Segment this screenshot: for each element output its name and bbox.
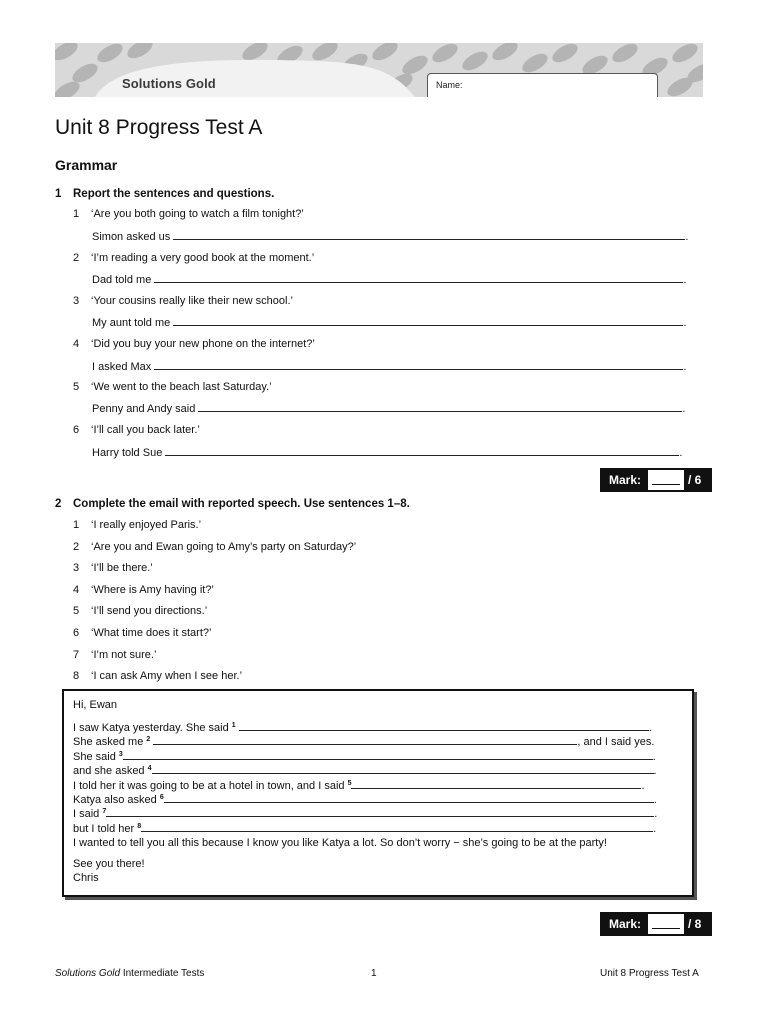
mark-total: / 8 bbox=[688, 917, 702, 931]
answer-line[interactable] bbox=[239, 721, 649, 731]
answer-line[interactable] bbox=[154, 273, 683, 283]
q2-item bbox=[73, 605, 207, 617]
email-line-3: She said $^3$ . bbox=[73, 751, 656, 763]
q1-item bbox=[73, 424, 200, 436]
item-quote: ‘What time does it start?’ bbox=[91, 627, 212, 639]
answer-line[interactable] bbox=[351, 779, 641, 789]
item-number: 3 bbox=[73, 295, 80, 307]
item-number: 2 bbox=[73, 252, 80, 264]
email-text: , and I said yes. bbox=[577, 736, 655, 748]
footer-right: Unit 8 Progress Test A bbox=[600, 968, 699, 979]
mark-total: / 6 bbox=[688, 473, 702, 487]
item-number: 6 bbox=[73, 627, 80, 639]
mark-input[interactable] bbox=[648, 470, 684, 490]
email-line-7: I said $^7$ . bbox=[73, 808, 658, 820]
response-prompt: Harry told Sue bbox=[92, 447, 163, 459]
answer-line[interactable] bbox=[106, 807, 654, 817]
item-number: 4 bbox=[73, 584, 80, 596]
q1-response: Simon asked us . bbox=[92, 231, 689, 243]
q1-response: I asked Max . bbox=[92, 361, 687, 373]
q2-item bbox=[73, 649, 156, 661]
email-line-6: Katya also asked $^6$ . bbox=[73, 794, 657, 806]
email-line-1: I saw Katya yesterday. She said $^1$ . bbox=[73, 722, 652, 734]
q1-response: My aunt told me . bbox=[92, 317, 687, 329]
response-prompt: Penny and Andy said bbox=[92, 403, 196, 415]
question-instruction: Complete the email with reported speech. Use sentences 1–8. bbox=[73, 498, 410, 510]
mark-box-q1 bbox=[600, 468, 712, 492]
item-number: 5 bbox=[73, 605, 80, 617]
footer-book-subtitle: Intermediate Tests bbox=[120, 968, 205, 979]
question-number: 2 bbox=[55, 498, 62, 510]
answer-line[interactable] bbox=[173, 316, 683, 326]
answer-line[interactable] bbox=[153, 735, 577, 745]
q1-item bbox=[73, 208, 304, 220]
item-quote: ‘I can ask Amy when I see her.’ bbox=[91, 670, 243, 682]
item-quote: ‘Are you both going to watch a film tonight?’ bbox=[91, 208, 304, 220]
item-quote: ‘I’ll send you directions.’ bbox=[91, 605, 208, 617]
question-1-heading bbox=[55, 188, 274, 200]
email-text: I said bbox=[73, 808, 100, 820]
q2-item bbox=[73, 519, 201, 531]
email-greeting: Hi, Ewan bbox=[73, 699, 118, 711]
item-number: 7 bbox=[73, 649, 80, 661]
q1-item bbox=[73, 295, 293, 307]
email-text: I saw Katya yesterday. She said bbox=[73, 722, 229, 734]
answer-line[interactable] bbox=[173, 230, 685, 240]
footer-left bbox=[55, 968, 204, 979]
mark-label: Mark: bbox=[609, 473, 642, 487]
email-signature: Chris bbox=[73, 872, 99, 884]
footer-book-title: Solutions Gold bbox=[55, 968, 121, 979]
item-number: 3 bbox=[73, 562, 80, 574]
item-number: 1 bbox=[73, 519, 80, 531]
item-number: 1 bbox=[73, 208, 80, 220]
item-quote: ‘I’m reading a very good book at the moment.’ bbox=[91, 252, 315, 264]
item-quote: ‘Your cousins really like their new school.’ bbox=[91, 295, 293, 307]
q1-item bbox=[73, 252, 314, 264]
email-closing: I wanted to tell you all this because I know you like Katya a lot. So don’t worry − she’s going to be at the party! bbox=[73, 837, 607, 849]
email-text: Katya also asked bbox=[73, 794, 157, 806]
response-prompt: Simon asked us bbox=[92, 231, 171, 243]
email-line-4: and she asked $^4$ . bbox=[73, 765, 657, 777]
name-field[interactable] bbox=[427, 73, 658, 97]
email-text: I told her it was going to be at a hotel in town, and I said bbox=[73, 780, 345, 792]
item-quote: ‘Are you and Ewan going to Amy’s party on Saturday?’ bbox=[91, 541, 357, 553]
item-number: 5 bbox=[73, 381, 80, 393]
question-instruction: Report the sentences and questions. bbox=[73, 188, 275, 200]
q2-item bbox=[73, 627, 211, 639]
answer-line[interactable] bbox=[152, 764, 654, 774]
email-text: but I told her bbox=[73, 823, 135, 835]
q2-item bbox=[73, 584, 214, 596]
q2-item bbox=[73, 541, 356, 553]
email-text: She asked me bbox=[73, 736, 144, 748]
question-number: 1 bbox=[55, 188, 62, 200]
name-label: Name: bbox=[436, 80, 463, 90]
email-text: and she asked bbox=[73, 765, 145, 777]
q1-response: Dad told me . bbox=[92, 274, 687, 286]
item-quote: ‘Where is Amy having it?’ bbox=[91, 584, 214, 596]
item-number: 8 bbox=[73, 670, 80, 682]
response-prompt: Dad told me bbox=[92, 274, 152, 286]
email-signoff: See you there! bbox=[73, 858, 145, 870]
item-number: 2 bbox=[73, 541, 80, 553]
page-title: Unit 8 Progress Test A bbox=[55, 116, 263, 139]
brand-logo: Solutions Gold bbox=[122, 76, 216, 91]
item-quote: ‘I really enjoyed Paris.’ bbox=[91, 519, 202, 531]
mark-label: Mark: bbox=[609, 917, 642, 931]
answer-line[interactable] bbox=[165, 446, 679, 456]
response-prompt: My aunt told me bbox=[92, 317, 171, 329]
answer-line[interactable] bbox=[154, 360, 683, 370]
mark-input[interactable] bbox=[648, 914, 684, 934]
item-number: 6 bbox=[73, 424, 80, 436]
q2-item bbox=[73, 562, 153, 574]
page-number: 1 bbox=[371, 968, 377, 979]
item-quote: ‘I’ll be there.’ bbox=[91, 562, 153, 574]
item-quote: ‘We went to the beach last Saturday.’ bbox=[91, 381, 272, 393]
question-2-heading bbox=[55, 498, 410, 510]
email-line-2: She asked me $^2$ , and I said yes. bbox=[73, 736, 655, 748]
answer-line[interactable] bbox=[164, 793, 654, 803]
q2-item bbox=[73, 670, 242, 682]
item-number: 4 bbox=[73, 338, 80, 350]
email-line-5: I told her it was going to be at a hotel in town, and I said $^5$ . bbox=[73, 780, 645, 792]
item-quote: ‘I’m not sure.’ bbox=[91, 649, 157, 661]
item-quote: ‘I’ll call you back later.’ bbox=[91, 424, 200, 436]
item-quote: ‘Did you buy your new phone on the internet?’ bbox=[91, 338, 315, 350]
answer-line[interactable] bbox=[141, 822, 653, 832]
answer-line[interactable] bbox=[198, 402, 682, 412]
answer-line[interactable] bbox=[123, 750, 653, 760]
mark-box-q2 bbox=[600, 912, 712, 936]
q1-response: Penny and Andy said . bbox=[92, 403, 686, 415]
email-text: She said bbox=[73, 751, 116, 763]
response-prompt: I asked Max bbox=[92, 361, 152, 373]
email-line-8: but I told her $^8$ . bbox=[73, 823, 657, 835]
q1-response: Harry told Sue . bbox=[92, 447, 683, 459]
section-heading: Grammar bbox=[55, 157, 118, 173]
q1-item bbox=[73, 338, 315, 350]
q1-item bbox=[73, 381, 272, 393]
